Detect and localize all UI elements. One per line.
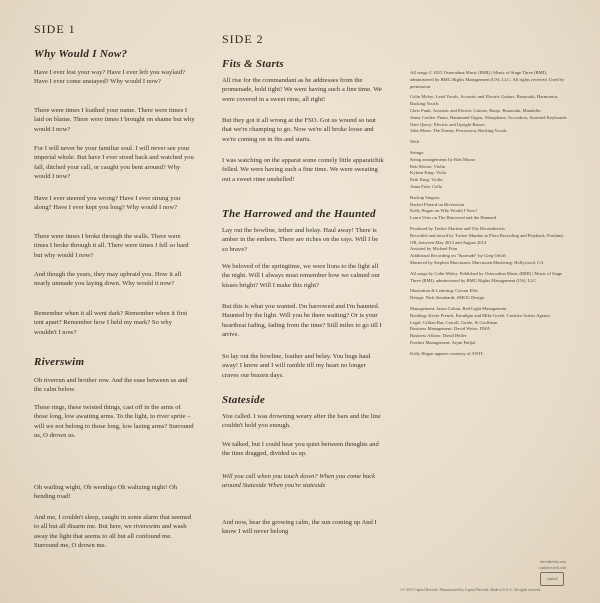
song-title-why-would-i-now: Why Would I Now? [34, 48, 128, 60]
credits-line: Chris Funk: Acoustic and Electric Guitars, Banjo, Bouzouki, Mandolin [410, 107, 541, 113]
capitol-logo-text: capitol [546, 576, 558, 581]
credits-line: Legal: Gillian Bar, Carroll, Guido, & Groffman [410, 319, 498, 325]
credits-line: All songs by Colin Meloy. Published by Osterozhna Music (BMI) | Music of Stage Three (BMI), administered by BMG Rights Management (US), LLC [410, 270, 563, 283]
credits-line: Patti King: Violin [410, 177, 443, 183]
stanza: We talked, but I could hear you quiet between thoughts and the time dragged, divided us up. [222, 441, 379, 458]
stanza: And me, I couldn't sleep, caught in some alarm that seemed to all but all disarm me. But here, we riverswim and wash away the light that seems to all but all confound me. Surround me, O drown me. [34, 514, 192, 550]
legal-notice: ℗© 2015 Capitol Records. Manufactured by Capitol Records. Made in U.S.A. All rights reserved. [400, 588, 542, 592]
stanza: I was watching on the apparat some comely little apparatchik felled. We were having such a fine time. We were sweating out a sweet rime unshelled! [222, 157, 384, 183]
side2-label: SIDE 2 [222, 32, 264, 46]
stanza: Oh wailing wight, Oh wendigo Oh waltzing night! Oh bending road! [34, 484, 178, 501]
stanza: There were times I loathed your name. There were times I laid on blame. There were times I brought on shame but why would I now? [34, 107, 195, 133]
stanza: And though the years, they may upbraid you. How it all nearly unmade you laying down. Why would it now? [34, 271, 182, 288]
credits-line: Rachel Flotard on Riverswim [410, 201, 465, 207]
stanza: But they got it all wrong at the FSO. Got us wound so taut that we're champing to go. Now we're all broke loose and we're coming on in fits and starts. [222, 117, 376, 143]
side1-label: SIDE 1 [34, 22, 76, 36]
stanza: There were times I broke through the walls. There were times I broke through it all. There were times I fell so hard but why would I now? [34, 233, 189, 259]
stanza: Oh riverrun and brother row. And the ease between us and the calm below. [34, 377, 188, 394]
credits-line: Illustration & Lettering: Carson Ellis [410, 288, 478, 294]
credits-line: Backup Singers: [410, 194, 441, 200]
stanza: Have I ever steered you wrong? Have I ever strung you along? Have I ever kept you long? Why would I now? [34, 195, 181, 212]
credits-line: Nate Query: Electric and Upright Basses [410, 121, 485, 127]
stanza: Have I ever lost your way? Have I ever left you waylaid? Have I ever come unstayed? Why would I now? [34, 69, 186, 86]
stanza: We beloved of the springtime, we were lions to the light all the night. Will I always must remember how we calmed our kisses bright? Will I make this right? [222, 263, 381, 289]
credits-line: Jenny Conlee: Piano, Hammond Organ, Vibraphone, Accordion, Assorted Keyboards [410, 114, 567, 120]
credits-line: Kelly Hogan appears courtesy of ANTI- [410, 350, 484, 356]
credits-line: Business Management: David Weise, DWA [410, 326, 491, 332]
credits-line: Rob Moose: Violin [410, 163, 446, 169]
credits-line: Additional Recording on "Stateside" by Greg Orloff [410, 253, 506, 259]
song-title-fits-and-starts: Fits & Starts [222, 58, 284, 70]
capitol-logo-icon [540, 572, 564, 586]
stanza: Remember when it all went dark? Remember when it first tent apart? Remember how I held my mark? So why wouldn't I now? [34, 310, 188, 336]
credits-line: String arrangements by Rob Moose [410, 156, 476, 162]
website-decemberists: decemberists.com [540, 560, 566, 564]
song-title-riverswim: Riverswim [34, 356, 85, 368]
credits-line: Mastered by Stephen Marcussen, Marcussen Mastering, Hollywood, CA [410, 259, 544, 265]
credits-line: Design: Nick Steinhardt, SMOG Design [410, 295, 485, 301]
credits-line: Colin Meloy: Lead Vocals, Acoustic and Electric Guitars, Bouzouki, Harmonica, Backing Vocals [410, 94, 559, 107]
stanza: Lay out the bowline, tether and belay. Haul away! There is amber in the embers. There are riches on the rays. Will I be so brave? [222, 227, 379, 253]
credits-line: Business Affairs: David Heller [410, 333, 467, 339]
stanza: And now, hear the growing calm, the sun coming up And I know I will never belong [222, 519, 377, 536]
stanza: But this is what you wanted. I'm harrowed and I'm haunted. Haunted by the light. Will you be there waiting? Or is your heartbeat fading, fading from the time? Still miles to go till I arrive. [222, 303, 382, 339]
credits-line: Booking: Kevin French, Paradigm and Mike Greek, Creative Artists Agency [410, 312, 551, 318]
credits-line: Management: Jason Colton, Red Light Management [410, 305, 507, 311]
credits-line: Recorded and mixed by Tucker Martine at Flora Recording and Playback, Portland, OR, between May 2013 and August 2014 [410, 232, 564, 245]
credits-line: Produced by Tucker Martine and The Decemberists [410, 225, 505, 231]
stanza: So lay out the bowline, feather and belay. You hugs haul away! I know and I will ramble till my heart no longer craves our brazen days. [222, 353, 371, 379]
credits-line: Kelly Hogan on Why Would I Now? [410, 208, 478, 214]
credits-list [410, 70, 570, 357]
credits-line: Assisted by Michael Finn [410, 246, 458, 252]
credits-line: With [410, 139, 420, 145]
credits-line: Kyleen King: Viola [410, 170, 446, 176]
credits-line: Strings: [410, 149, 425, 155]
stanza: Will you call when you touch down? When you come back around Stateside When you're stateside [222, 473, 376, 490]
stanza: These rings, these twisted things, cast off in the arms of those long, low awaiting arms. To the light, to river sprite – will we not belong to those long, low lazing arms? Surround us, O drown us. [34, 404, 194, 440]
credits-line: Laura Veirs on The Harrowed and the Haunted [410, 215, 496, 221]
credits-line: John Moen: The Drums, Percussion, Backing Vocals [410, 128, 507, 134]
credits-line: Product Management: Arjun Pulijal [410, 339, 476, 345]
website-capitol: capitolrecords.com [538, 566, 566, 570]
stanza: You called. I was drowning weary after the bars and the line couldn't hold you enough. [222, 413, 381, 430]
stanza: For I will never be your familiar soul. I will never see your imperial whole. But have I ever stood back and watched you fall, ditched your call, or caught you bent around? Why would I now? [34, 145, 194, 181]
credits-line: Anna Fritz: Cello [410, 183, 443, 189]
song-title-harrowed-and-haunted: The Harrowed and the Haunted [222, 208, 376, 220]
stanza: All rise for the commandant as he addresses from the promenade, hold tight! We were having such a fine time. We were covered in a sweet rime, all right! [222, 77, 382, 103]
credits-line: All songs © 2015 Osterozhna Music (BMI) | Music of Stage Three (BMI), administered by BMG Rights Management (US), LLC. All rights reserved. Used by permission. [410, 70, 565, 89]
song-title-stateside: Stateside [222, 394, 266, 406]
